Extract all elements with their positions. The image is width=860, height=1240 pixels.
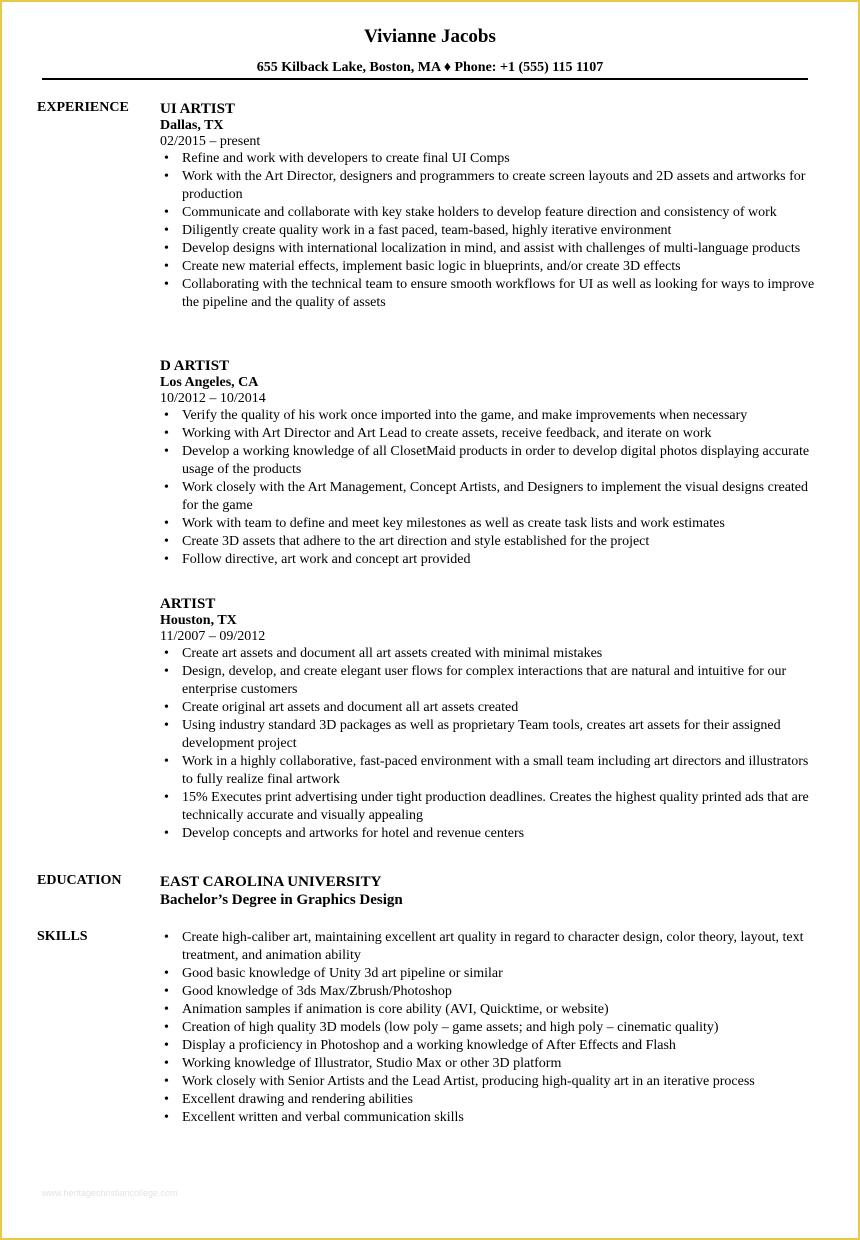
bullet-dot: • bbox=[164, 169, 169, 184]
bullet-dot: • bbox=[164, 480, 169, 495]
bullet-dot: • bbox=[164, 664, 169, 679]
bullet-text: Working knowledge of Illustrator, Studio Max or other 3D platform bbox=[182, 1056, 562, 1071]
bullet-text: Excellent written and verbal communication skills bbox=[182, 1110, 464, 1125]
bullet-dot: • bbox=[164, 1038, 169, 1053]
bullet-item bbox=[160, 825, 820, 843]
section-experience-label: EXPERIENCE bbox=[37, 100, 129, 115]
bullet-item bbox=[160, 699, 820, 717]
job-artist bbox=[160, 595, 820, 843]
bullet-text: Refine and work with developers to create final UI Comps bbox=[182, 151, 510, 166]
header-divider bbox=[42, 78, 808, 80]
bullet-item bbox=[160, 515, 820, 533]
bullet-text: Work in a highly collaborative, fast-paced environment with a small team including art directors and illustrators to fully realize final artwork bbox=[182, 754, 809, 787]
bullet-item bbox=[160, 1091, 820, 1109]
bullet-dot: • bbox=[164, 516, 169, 531]
bullet-dot: • bbox=[164, 205, 169, 220]
bullet-text: Creation of high quality 3D models (low poly – game assets; and high poly – cinematic quality) bbox=[182, 1020, 719, 1035]
bullet-text: Communicate and collaborate with key stake holders to develop feature direction and consistency of work bbox=[182, 205, 777, 220]
bullet-item bbox=[160, 1109, 820, 1127]
bullet-text: Work closely with Senior Artists and the Lead Artist, producing high-quality art in an iterative process bbox=[182, 1074, 755, 1089]
bullet-text: Using industry standard 3D packages as well as proprietary Team tools, creates art assets for their assigned development project bbox=[182, 718, 781, 751]
bullet-text: Work closely with the Art Management, Concept Artists, and Designers to implement the visual designs created for the game bbox=[182, 480, 809, 513]
bullet-dot: • bbox=[164, 718, 169, 733]
bullet-text: Work with the Art Director, designers and programmers to create screen layouts and 2D assets and artworks for production bbox=[182, 169, 806, 202]
bullet-dot: • bbox=[164, 984, 169, 999]
section-education-label: EDUCATION bbox=[37, 873, 122, 888]
bullet-item bbox=[160, 276, 820, 312]
bullet-dot: • bbox=[164, 790, 169, 805]
bullet-dot: • bbox=[164, 259, 169, 274]
skills-bullets bbox=[160, 929, 820, 1127]
bullet-item bbox=[160, 258, 820, 276]
bullet-dot: • bbox=[164, 241, 169, 256]
bullet-item bbox=[160, 479, 820, 515]
job-d-artist bbox=[160, 357, 820, 569]
bullet-dot: • bbox=[164, 408, 169, 423]
education-block bbox=[160, 873, 820, 909]
bullet-dot: • bbox=[164, 754, 169, 769]
bullet-item bbox=[160, 222, 820, 240]
bullet-dot: • bbox=[164, 151, 169, 166]
bullet-dot: • bbox=[164, 1092, 169, 1107]
bullet-dot: • bbox=[164, 966, 169, 981]
bullet-text: Animation samples if animation is core ability (AVI, Quicktime, or website) bbox=[182, 1002, 609, 1017]
education-school: EAST CAROLINA UNIVERSITY bbox=[160, 874, 382, 890]
contact-line: 655 Kilback Lake, Boston, MA ♦ Phone: +1 (555) 115 1107 bbox=[256, 60, 604, 75]
bullet-dot: • bbox=[164, 1056, 169, 1071]
bullet-item bbox=[160, 150, 820, 168]
bullet-item bbox=[160, 645, 820, 663]
bullet-dot: • bbox=[164, 444, 169, 459]
bullet-text: Create art assets and document all art assets created with minimal mistakes bbox=[182, 646, 603, 661]
bullet-text: Develop concepts and artworks for hotel and revenue centers bbox=[182, 826, 525, 841]
job-location: Houston, TX bbox=[160, 613, 237, 628]
bullet-item bbox=[160, 717, 820, 753]
bullet-item bbox=[160, 407, 820, 425]
bullet-item bbox=[160, 443, 820, 479]
bullet-text: Working with Art Director and Art Lead to create assets, receive feedback, and iterate on work bbox=[182, 426, 712, 441]
bullet-dot: • bbox=[164, 1074, 169, 1089]
bullet-item bbox=[160, 1037, 820, 1055]
bullet-item bbox=[160, 533, 820, 551]
watermark: www.heritagechristiancollege.com bbox=[42, 1188, 178, 1198]
job-bullets bbox=[160, 645, 820, 843]
bullet-dot: • bbox=[164, 1002, 169, 1017]
bullet-dot: • bbox=[164, 223, 169, 238]
bullet-dot: • bbox=[164, 700, 169, 715]
section-skills-label: SKILLS bbox=[37, 929, 88, 944]
bullet-text: Verify the quality of his work once imported into the game, and make improvements when necessary bbox=[182, 408, 748, 423]
job-ui-artist bbox=[160, 100, 820, 312]
bullet-text: Create 3D assets that adhere to the art direction and style established for the project bbox=[182, 534, 650, 549]
bullet-item bbox=[160, 1019, 820, 1037]
bullet-dot: • bbox=[164, 277, 169, 292]
bullet-item bbox=[160, 425, 820, 443]
bullet-text: 15% Executes print advertising under tight production deadlines. Creates the highest quality printed ads that are technically accurate and visually appealing bbox=[182, 790, 809, 823]
bullet-text: Display a proficiency in Photoshop and a working knowledge of After Effects and Flash bbox=[182, 1038, 676, 1053]
job-title: UI ARTIST bbox=[160, 101, 235, 117]
bullet-text: Good basic knowledge of Unity 3d art pipeline or similar bbox=[182, 966, 503, 981]
bullet-dot: • bbox=[164, 1110, 169, 1125]
bullet-text: Work with team to define and meet key milestones as well as create task lists and work estimates bbox=[182, 516, 725, 531]
bullet-dot: • bbox=[164, 1020, 169, 1035]
bullet-dot: • bbox=[164, 426, 169, 441]
bullet-text: Design, develop, and create elegant user flows for complex interactions that are natural and intuitive for our enterprise customers bbox=[182, 664, 787, 697]
bullet-text: Excellent drawing and rendering abilities bbox=[182, 1092, 413, 1107]
job-title: D ARTIST bbox=[160, 358, 230, 374]
job-dates: 02/2015 – present bbox=[160, 134, 261, 149]
job-title: ARTIST bbox=[160, 596, 216, 612]
bullet-item bbox=[160, 1055, 820, 1073]
bullet-dot: • bbox=[164, 552, 169, 567]
bullet-dot: • bbox=[164, 930, 169, 945]
bullet-item bbox=[160, 1073, 820, 1091]
bullet-item bbox=[160, 204, 820, 222]
bullet-item bbox=[160, 965, 820, 983]
bullet-item bbox=[160, 1001, 820, 1019]
bullet-item bbox=[160, 663, 820, 699]
bullet-text: Follow directive, art work and concept art provided bbox=[182, 552, 471, 567]
bullet-dot: • bbox=[164, 826, 169, 841]
bullet-text: Good knowledge of 3ds Max/Zbrush/Photoshop bbox=[182, 984, 452, 999]
bullet-item bbox=[160, 168, 820, 204]
bullet-dot: • bbox=[164, 534, 169, 549]
job-dates: 10/2012 – 10/2014 bbox=[160, 391, 266, 406]
bullet-item bbox=[160, 983, 820, 1001]
bullet-item bbox=[160, 789, 820, 825]
bullet-text: Create high-caliber art, maintaining excellent art quality in regard to character design, color theory, layout, text treatment, and animation ability bbox=[182, 930, 804, 963]
bullet-text: Develop a working knowledge of all ClosetMaid products in order to develop digital photos displaying accurate usage of the products bbox=[182, 444, 810, 477]
candidate-name: Vivianne Jacobs bbox=[364, 26, 496, 47]
bullet-dot: • bbox=[164, 646, 169, 661]
education-degree: Bachelor’s Degree in Graphics Design bbox=[160, 892, 403, 908]
bullet-item bbox=[160, 551, 820, 569]
job-dates: 11/2007 – 09/2012 bbox=[160, 629, 266, 644]
job-location: Dallas, TX bbox=[160, 118, 224, 133]
bullet-item bbox=[160, 929, 820, 965]
bullet-text: Create original art assets and document all art assets created bbox=[182, 700, 519, 715]
job-bullets bbox=[160, 150, 820, 312]
skills-block bbox=[160, 929, 820, 1127]
bullet-text: Develop designs with international localization in mind, and assist with challenges of multi-language products bbox=[182, 241, 801, 256]
job-bullets bbox=[160, 407, 820, 569]
job-location: Los Angeles, CA bbox=[160, 375, 259, 390]
bullet-text: Diligently create quality work in a fast paced, team-based, highly iterative environment bbox=[182, 223, 672, 238]
bullet-item bbox=[160, 753, 820, 789]
bullet-text: Collaborating with the technical team to ensure smooth workflows for UI as well as looking for ways to improve the pipeline and the quality of assets bbox=[182, 277, 815, 310]
bullet-text: Create new material effects, implement basic logic in blueprints, and/or create 3D effects bbox=[182, 259, 681, 274]
bullet-item bbox=[160, 240, 820, 258]
